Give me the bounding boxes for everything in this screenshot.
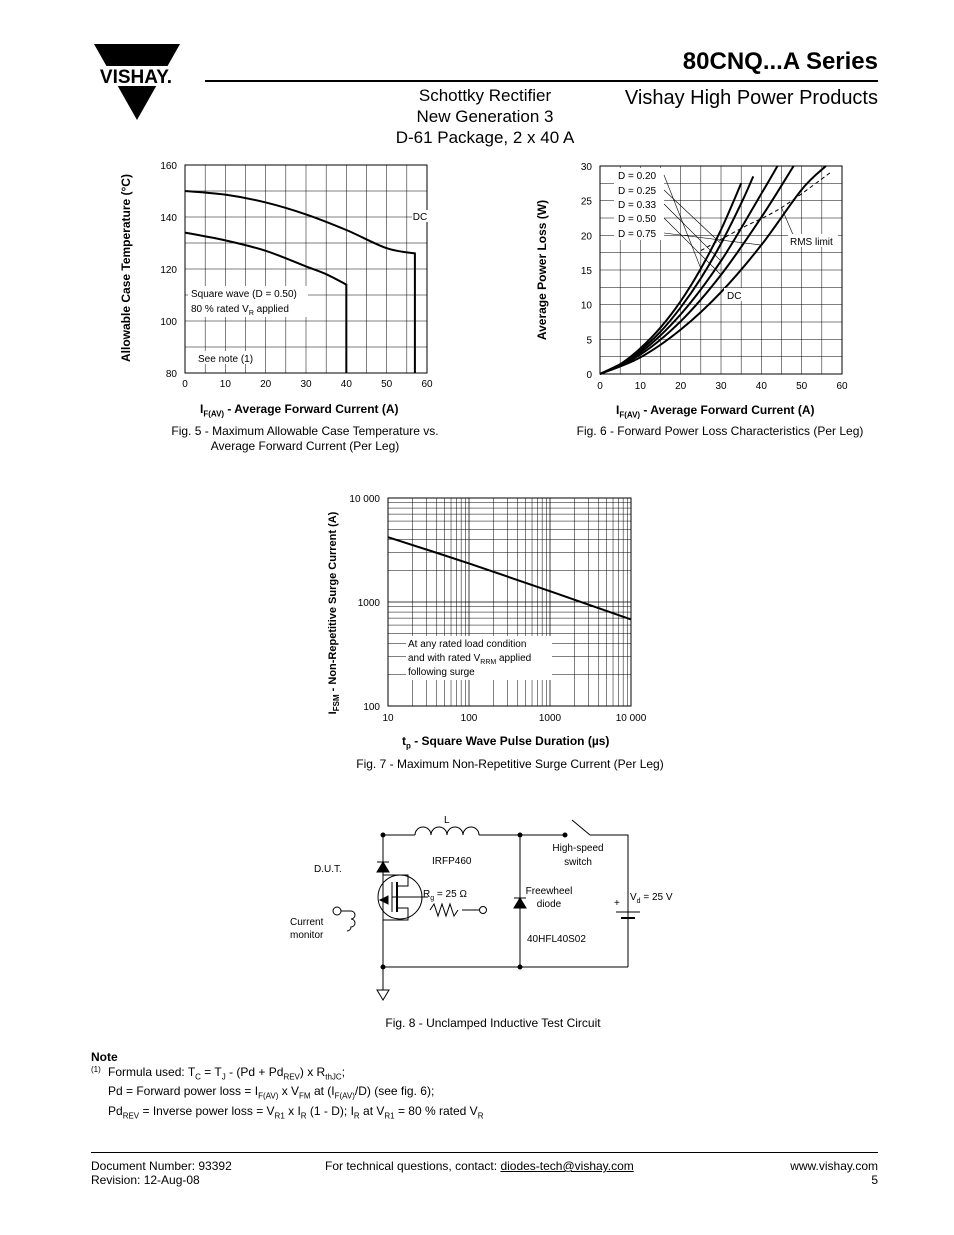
fig5-x-axis-label: $I_{F(AV)}$ - Average Forward Current (A) <box>200 402 399 419</box>
note-block <box>91 1050 871 1123</box>
footer-contact: For technical questions, contact: diodes-tech@vishay.com <box>325 1159 634 1173</box>
leader-line <box>782 208 795 237</box>
x-tick-label: 60 <box>421 379 433 390</box>
x-tick-label: 0 <box>597 381 603 392</box>
node-dot <box>518 965 522 969</box>
y-tick-label: 120 <box>160 265 177 276</box>
y-tick-label: 10 000 <box>349 494 380 505</box>
leader-line <box>664 175 701 269</box>
y-tick-label: 20 <box>580 231 592 243</box>
fig5-grid <box>185 165 427 373</box>
page-number: 5 <box>871 1173 878 1187</box>
dut-diode-icon <box>377 862 389 872</box>
fig8-label-plus: + <box>614 898 620 909</box>
product-subtitle <box>380 85 590 148</box>
fig6-duty-label: D = 0.50 <box>618 214 657 225</box>
fig7-series-line-0 <box>388 537 631 619</box>
fig5-caption: Fig. 5 - Maximum Allowable Case Temperature vs. Average Forward Current (Per Leg) <box>171 424 439 453</box>
inductor-icon <box>415 827 479 835</box>
y-tick-label: 30 <box>580 162 592 173</box>
fig6-duty-label: D = 0.20 <box>618 171 657 182</box>
fig8-label-part: 40HFL40S02 <box>527 934 586 945</box>
y-tick-label: 15 <box>580 266 592 277</box>
fig5-series-line-0 <box>185 191 415 373</box>
note-line-3: $Pd_{REV}$ = Inverse power loss = $V_{R1}$ x $I_R$ (1 - D); $I_R$ at $V_{R1} = 80$ % rated $V_R$ <box>108 1103 484 1121</box>
fig8-label-inductor: L <box>444 815 450 826</box>
resistor-icon <box>430 904 458 916</box>
fig8-label-dut: D.U.T. <box>314 864 342 875</box>
y-tick-label: 5 <box>586 335 592 347</box>
contact-email-link[interactable]: diodes-tech@vishay.com <box>500 1159 634 1173</box>
fig6-duty-label: D = 0.33 <box>618 200 657 211</box>
fig5-chart <box>110 155 460 415</box>
switch-contact-icon <box>563 833 567 837</box>
fig5-annotation-square-wave: Square wave (D = 0.50) <box>191 289 297 300</box>
fig6-annotation-rms: RMS limit <box>790 237 833 248</box>
footer-left <box>91 1159 232 1187</box>
division-name: Vishay High Power Products <box>624 87 878 109</box>
fig5-annotation-note: See note (1) <box>198 354 254 365</box>
x-tick-label: 10 <box>219 379 231 390</box>
y-tick-label: 160 <box>160 161 177 172</box>
mosfet-source-icon <box>397 908 408 914</box>
header-rule <box>205 80 878 82</box>
note-line-2: Pd = Forward power loss = $I_{F(AV)}$ x $V_{FM}$ at $(I_{F(AV)}/D)$ (see fig. 6); <box>108 1084 435 1101</box>
current-monitor-terminal-icon <box>333 907 341 915</box>
x-tick-label: 1000 <box>538 713 562 724</box>
fig7-chart <box>320 488 660 728</box>
fig6-duty-label: D = 0.25 <box>618 186 657 197</box>
fig7-y-axis-label: $I_{FSM}$ - Non-Repetitive Surge Current (A) <box>327 511 341 715</box>
subtitle-line: D-61 Package, 2 x 40 A <box>395 128 575 147</box>
fig7-x-axis-label: $t_p$ - Square Wave Pulse Duration (µs) <box>402 734 610 751</box>
note-heading: Note <box>91 1050 118 1064</box>
fig8-label-irfp: IRFP460 <box>432 856 472 867</box>
fig8-label-vd: $V_d = 25$ V <box>630 892 673 905</box>
fig6-y-axis-label: Average Power Loss (W) <box>535 199 549 341</box>
fig6-x-axis-label: $I_{F(AV)}$ - Average Forward Current (A) <box>616 403 815 420</box>
fig8-caption: Fig. 8 - Unclamped Inductive Test Circuit <box>385 1016 601 1030</box>
subtitle-line: New Generation 3 <box>416 107 554 126</box>
fig8-label-freewheel: Freewheel diode <box>525 886 573 910</box>
node-dot <box>381 833 385 837</box>
current-monitor-coil-icon <box>341 911 355 931</box>
fig7-annotation-3: following surge <box>408 667 475 678</box>
revision: Revision: 12-Aug-08 <box>91 1173 200 1187</box>
fig5-annotation-rated: 80 % rated $V_R$ applied <box>191 304 289 317</box>
vishay-logo-mark <box>88 44 184 122</box>
mosfet-body-diode-icon <box>380 896 388 904</box>
x-tick-label: 10 000 <box>615 713 647 724</box>
y-tick-label: 25 <box>580 196 592 208</box>
leader-line <box>664 190 721 244</box>
fig6-annotation-dc: DC <box>727 291 742 302</box>
y-tick-label: 1000 <box>357 598 380 609</box>
x-tick-label: 50 <box>796 381 808 392</box>
gate-terminal-icon <box>480 907 487 914</box>
fig7-series <box>388 537 631 619</box>
x-tick-label: 10 <box>382 713 394 724</box>
y-tick-label: 140 <box>160 213 177 224</box>
website-link[interactable]: www.vishay.com <box>790 1159 878 1173</box>
mosfet-drain-icon <box>397 880 408 886</box>
x-tick-label: 30 <box>300 379 312 390</box>
fig7-caption: Fig. 7 - Maximum Non-Repetitive Surge Current (Per Leg) <box>356 757 664 771</box>
ground-icon <box>377 990 389 1000</box>
y-tick-label: 10 <box>580 300 592 312</box>
x-tick-label: 20 <box>675 381 687 392</box>
vishay-logo <box>88 44 184 122</box>
fig7-annotation-1: At any rated load condition <box>408 639 527 650</box>
x-tick-label: 50 <box>381 379 393 390</box>
switch-blade-icon <box>572 820 590 835</box>
subtitle-line: Schottky Rectifier <box>418 86 552 105</box>
y-tick-label: 100 <box>160 317 177 328</box>
logo-text: VISHAY. <box>99 67 173 88</box>
fig5-y-axis-label: Allowable Case Temperature (°C) <box>119 174 133 362</box>
series-title: 80CNQ...A Series <box>682 48 878 75</box>
y-tick-label: 0 <box>586 370 592 381</box>
x-tick-label: 60 <box>836 381 848 392</box>
footer-rule <box>91 1152 878 1153</box>
fig6-duty-label: D = 0.75 <box>618 229 657 240</box>
y-tick-label: 80 <box>165 369 177 380</box>
x-tick-label: 30 <box>715 381 727 392</box>
x-tick-label: 100 <box>460 713 478 724</box>
fig8-label-current-monitor: Current monitor <box>290 917 324 941</box>
fig5-series <box>185 191 415 373</box>
x-tick-label: 40 <box>340 379 352 390</box>
note-line-1: Formula used: $T_C = T_J - (Pd + Pd_{REV})$ x $R_{thJC}$; <box>108 1065 346 1082</box>
fig6-chart <box>530 155 880 415</box>
y-tick-label: 100 <box>363 702 380 713</box>
document-number: Document Number: 93392 <box>91 1159 232 1173</box>
x-tick-label: 40 <box>755 381 767 392</box>
fig8-circuit <box>280 810 700 1010</box>
fig5-annotation-dc: DC <box>412 212 428 223</box>
fig8-label-switch: High-speed switch <box>552 843 604 868</box>
note-marker: (1) <box>91 1065 101 1074</box>
x-tick-label: 20 <box>260 379 272 390</box>
x-tick-label: 10 <box>634 381 646 392</box>
footer-right <box>790 1159 878 1187</box>
fig6-caption: Fig. 6 - Forward Power Loss Characteristics (Per Leg) <box>576 424 864 438</box>
fig7-annotation-2: and with rated $V_{RRM}$ applied <box>408 653 532 666</box>
fig8-label-rg: $R_g = 25$ Ω <box>423 889 467 902</box>
x-tick-label: 0 <box>182 379 188 390</box>
